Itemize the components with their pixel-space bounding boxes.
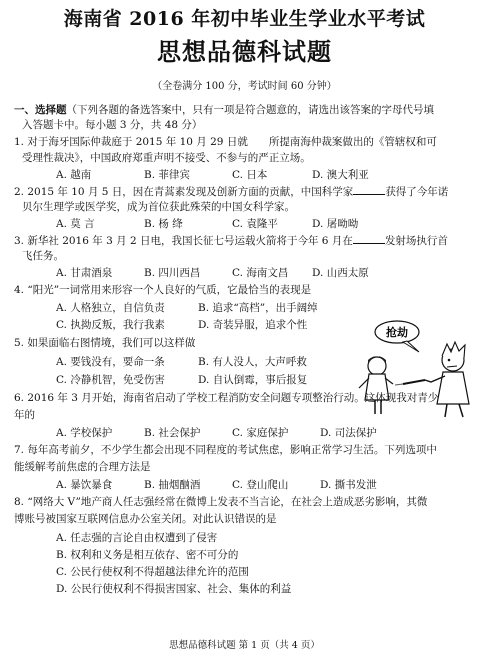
question-3-stem-cont: 飞任务。: [22, 250, 64, 262]
option-a: A. 甘肃酒泉: [56, 267, 113, 279]
option-c: C. 家庭保护: [232, 427, 289, 439]
question-2-options: [56, 216, 358, 231]
question-6-stem-cont: 年的: [14, 409, 35, 421]
page-footer: 思想品德科试题 第 1 页（共 4 页）: [169, 640, 320, 651]
option-c: C. 海南文昌: [232, 267, 289, 279]
option-a: A. 人格独立，自信负责: [56, 302, 165, 314]
instruction-line-2: 入答题卡中。每小题 3 分，共 48 分）: [22, 119, 203, 131]
question-6-stem: 6. 2016 年 3 月开始，海南省启动了学校工程消防安全问题专项整治行动。这体现我对青少: [14, 392, 439, 404]
instruction-line-1: （下列各题的备选答案中，只有一项是符合题意的，请选出该答案的字母代号填: [66, 104, 434, 116]
option-d: D. 撕书发泄: [320, 479, 377, 491]
question-2-stem-cont: 贝尔生理学或医学奖，成为首位获此殊荣的中国女科学家。: [22, 201, 295, 213]
option-d: D. 澳大利亚: [312, 169, 369, 181]
question-3-stem: 3. 新华社 2016 年 3 月 2 日电，我国长征七号运载火箭将于今年 6 月在 发射场执行首: [14, 235, 448, 247]
question-1-stem-cont: 受理性裁决》，中国政府郑重声明不接受、不参与的严正立场。: [22, 152, 311, 164]
answer-blank: [353, 184, 385, 195]
option-b: B. 四川西昌: [144, 267, 201, 279]
question-8-stem-cont: 博账号被国家互联网信息办公室关闭。对此认识错误的是: [14, 513, 277, 525]
question-7-stem-cont: 能缓解考前焦虑的合理方法是: [14, 461, 151, 473]
section-instructions: [14, 103, 434, 117]
option-a: A. 要钱没有，要命一条: [56, 356, 165, 368]
question-8-stem: 8. “网络大 V”地产商人任志强经常在微博上发表不当言论，在社会上造成恶劣影响，其微: [14, 496, 428, 508]
exam-info: （全卷满分 100 分，考试时间 60 分钟）: [152, 81, 337, 92]
question-8-option-b: B. 权利和义务是相互依存、密不可分的: [56, 549, 239, 561]
question-3-options: [56, 265, 369, 280]
answer-blank: [353, 233, 385, 244]
option-b: B. 追求“高档”，出手阔绰: [198, 302, 318, 314]
option-b: B. 抽烟酗酒: [144, 479, 201, 491]
question-5-stem: 5. 如果面临右图情境，我们可以这样做: [14, 337, 196, 349]
option-c: C. 冷静机智，免受伤害: [56, 374, 165, 386]
question-4-options-row-1: [56, 300, 318, 315]
option-a: A. 学校保护: [56, 427, 113, 439]
question-8-option-a: A. 任志强的言论自由权遭到了侵害: [56, 532, 218, 544]
option-d: D. 山西太原: [312, 267, 369, 279]
option-d: D. 司法保护: [320, 427, 377, 439]
option-c: C. 登山爬山: [232, 479, 289, 491]
question-5-options-row-1: [56, 354, 307, 369]
option-d: D. 屠呦呦: [312, 218, 359, 230]
question-1-options: [56, 167, 369, 182]
question-1-stem: 1. 对于海牙国际仲裁庭于 2015 年 10 月 29 日就 所提南海仲裁案做出的《管辖权和可: [14, 136, 437, 148]
option-b: B. 菲律宾: [144, 169, 190, 181]
exam-title: 海南省 2016 年初中毕业生学业水平考试: [63, 8, 426, 30]
question-8-option-c: C. 公民行使权利不得超越法律允许的范围: [56, 566, 249, 578]
question-7-stem: 7. 每年高考前夕，不少学生都会出现不同程度的考试焦虑，影响正常学习生活。下列选项中: [14, 444, 437, 456]
option-c: C. 执拗反叛，我行我素: [56, 319, 165, 331]
option-b: B. 杨 绛: [144, 218, 183, 230]
section-heading: 一、选择题: [14, 104, 67, 116]
option-b: B. 社会保护: [144, 427, 201, 439]
question-6-options: [56, 425, 377, 440]
question-4-options-row-2: [56, 317, 307, 332]
option-a: A. 莫 言: [56, 218, 95, 230]
subject-title: 思想品德科试题: [157, 37, 332, 66]
option-d: D. 自认倒霉，事后报复: [198, 374, 308, 386]
option-a: A. 越南: [56, 169, 92, 181]
option-b: B. 有人没人，大声呼救: [198, 356, 307, 368]
question-2-stem: 2. 2015 年 10 月 5 日，因在青蒿素发现及创新方面的贡献，中国科学家 获得了今年诺: [14, 186, 449, 198]
question-7-options: [56, 477, 377, 492]
question-8-option-d: D. 公民行使权利不得损害国家、社会、集体的利益: [56, 583, 292, 595]
option-c: C. 袁隆平: [232, 218, 278, 230]
option-a: A. 暴饮暴食: [56, 479, 113, 491]
option-c: C. 日本: [232, 169, 268, 181]
speech-bubble-text: 抢劫: [386, 326, 408, 339]
question-4-stem: 4. “阳光”一词常用来形容一个人良好的气质，它最恰当的表现是: [14, 284, 312, 296]
option-d: D. 奇装异服，追求个性: [198, 319, 308, 331]
question-5-options-row-2: [56, 372, 307, 387]
